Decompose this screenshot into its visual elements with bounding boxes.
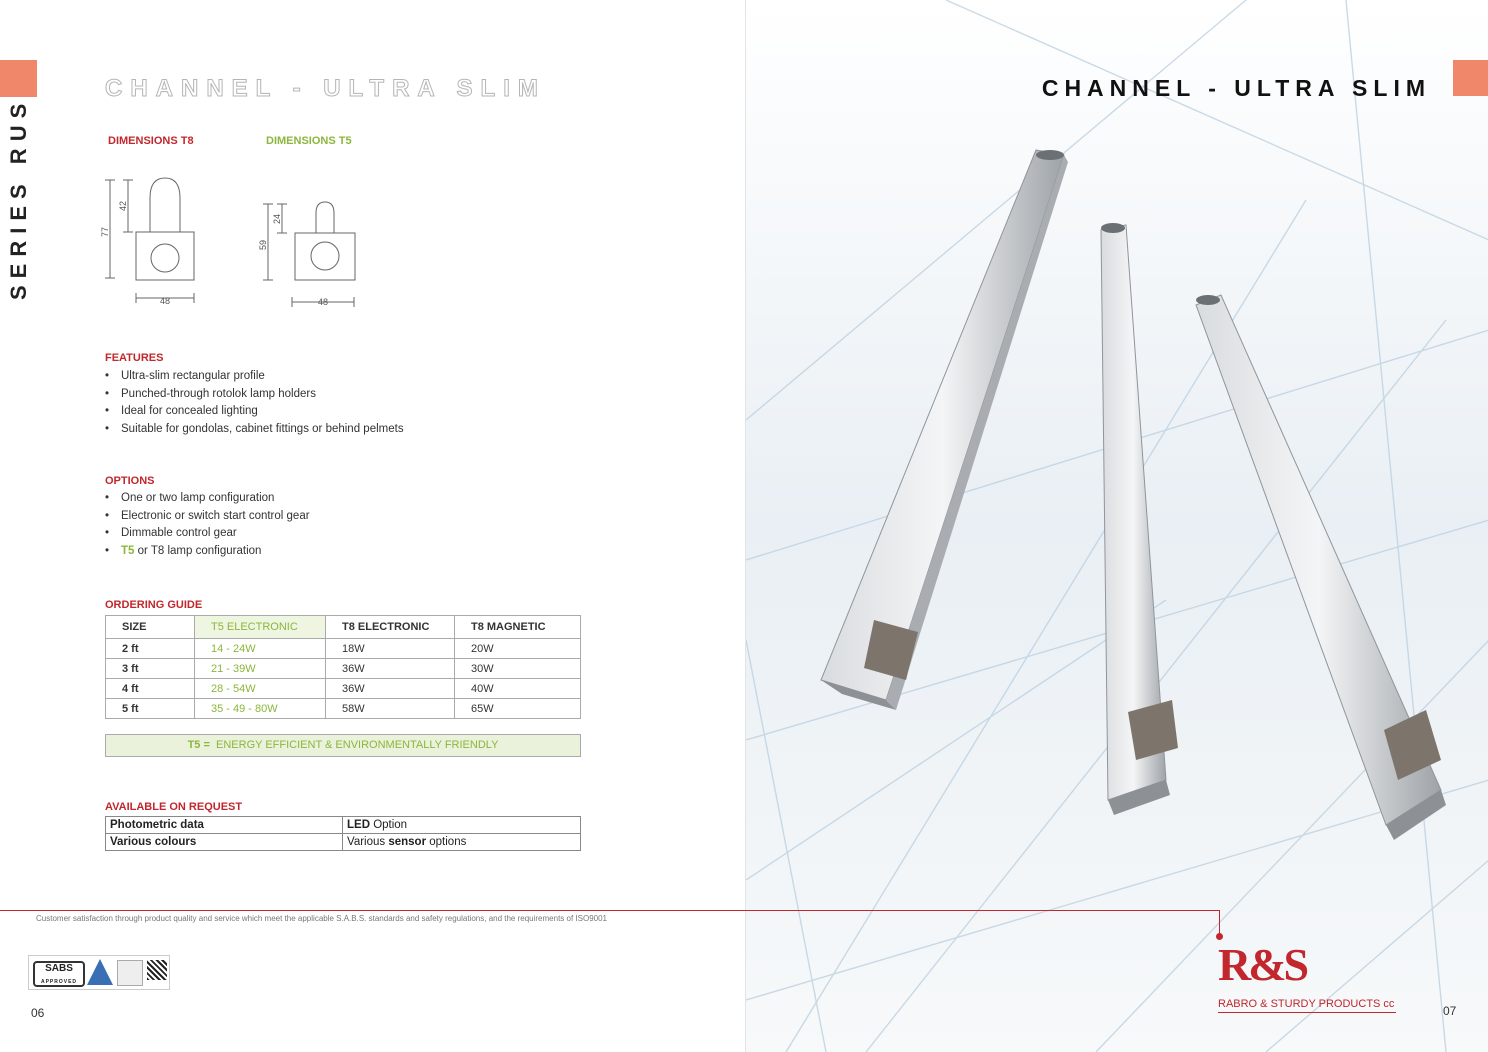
header-t5-electronic: T5 ELECTRONIC — [195, 616, 326, 639]
header-t8-magnetic: T8 MAGNETIC — [455, 616, 581, 639]
t8-dimension-drawing — [100, 170, 210, 315]
table-row: Various colours Various sensor options — [106, 834, 581, 851]
page-title: CHANNEL - ULTRA SLIM — [1041, 75, 1431, 101]
options-heading: OPTIONS — [105, 475, 155, 487]
series-label: SERIES RUS — [6, 96, 31, 300]
list-item: • Electronic or switch start control gear — [105, 509, 310, 522]
background-streaks-image — [746, 0, 1488, 1052]
footer-statement: Customer satisfaction through product quality and service which meet the applicable S.A.B.S. standards and safety regulations, and the requirements of ISO9001 — [36, 914, 607, 923]
list-item: • Ideal for concealed lighting — [105, 405, 258, 417]
ordering-guide-heading: ORDERING GUIDE — [105, 599, 203, 611]
list-item: • One or two lamp configuration — [105, 492, 275, 504]
features-list — [105, 368, 404, 438]
orange-tab-left — [0, 60, 37, 97]
sabs-logo: SABS APPROVED — [33, 961, 85, 987]
right-page — [745, 0, 1488, 1052]
table-row: Photometric data LED Option — [106, 817, 581, 834]
ordering-guide-table — [105, 615, 581, 719]
t8-height-value: 77 — [100, 226, 110, 238]
t5-width-value: 48 — [317, 297, 329, 307]
available-on-request-heading: AVAILABLE ON REQUEST — [105, 801, 243, 813]
dimensions-t8-label: DIMENSIONS T8 — [108, 135, 194, 147]
t8-width-value: 48 — [159, 296, 171, 306]
certificate-text-block — [117, 960, 143, 986]
t5-lamp-value: 24 — [272, 213, 282, 225]
list-item: • Dimmable control gear — [105, 527, 237, 539]
list-item: • Suitable for gondolas, cabinet fittings or behind pelmets — [105, 422, 404, 435]
table-row: 3 ft 21 - 39W 36W 30W — [106, 659, 581, 679]
table-row: 5 ft 35 - 49 - 80W 58W 65W — [106, 699, 581, 719]
header-t8-electronic: T8 ELECTRONIC — [326, 616, 455, 639]
table-row: 4 ft 28 - 54W 36W 40W — [106, 679, 581, 699]
footer-rule — [0, 910, 1220, 911]
energy-efficient-banner: T5 = ENERGY EFFICIENT & ENVIRONMENTALLY FRIENDLY — [105, 734, 581, 757]
page-number-left: 06 — [31, 1006, 45, 1020]
options-list — [105, 490, 310, 560]
certification-logos — [28, 955, 170, 990]
rs-logo: R&S — [1218, 939, 1307, 990]
table-row: 2 ft 14 - 24W 18W 20W — [106, 639, 581, 659]
page-title-outline: CHANNEL - ULTRA SLIM — [105, 75, 546, 102]
header-size: SIZE — [106, 616, 195, 639]
table-header-row — [106, 616, 581, 639]
features-heading: FEATURES — [105, 352, 164, 364]
t5-height-value: 59 — [258, 239, 268, 251]
orange-tab-right — [1453, 60, 1488, 96]
t8-lamp-value: 42 — [118, 200, 128, 212]
page-number-right: 07 — [1443, 1004, 1457, 1018]
company-name: RABRO & STURDY PRODUCTS cc — [1218, 998, 1396, 1013]
qr-code-icon — [147, 960, 167, 980]
dimensions-t5-label: DIMENSIONS T5 — [266, 135, 352, 147]
tuv-logo — [87, 959, 113, 985]
t5-dimension-drawing — [258, 195, 368, 315]
list-item: • Punched-through rotolok lamp holders — [105, 387, 316, 400]
list-item: • Ultra-slim rectangular profile — [105, 370, 265, 382]
list-item: • T5 or T8 lamp configuration — [105, 544, 262, 557]
available-on-request-table — [105, 816, 581, 851]
